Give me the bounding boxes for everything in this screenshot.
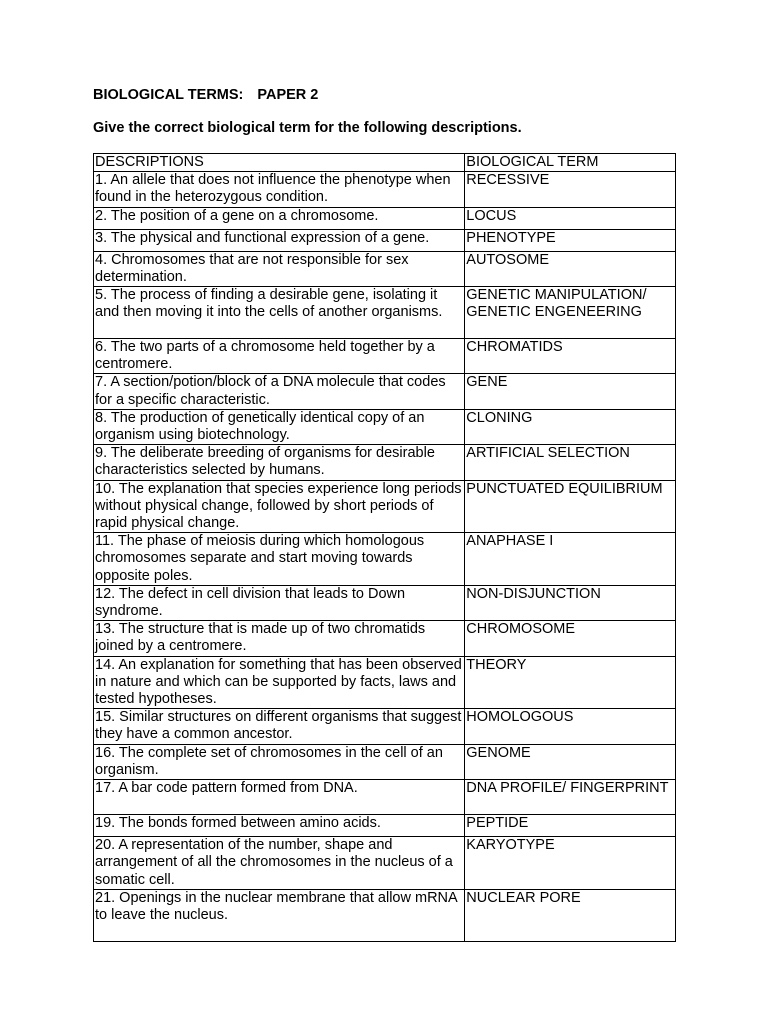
description-cell: 2. The position of a gene on a chromosome.: [94, 207, 465, 229]
table-row: [94, 207, 676, 229]
description-cell: 8. The production of genetically identical copy of an organism using biotechnology.: [94, 409, 465, 444]
description-cell: 15. Similar structures on different organisms that suggest they have a common ancestor.: [94, 709, 465, 744]
table-row: [94, 889, 676, 941]
term-cell: CHROMOSOME: [465, 621, 676, 656]
term-cell: LOCUS: [465, 207, 676, 229]
table-row: [94, 656, 676, 709]
term-cell: THEORY: [465, 656, 676, 709]
table-row: [94, 480, 676, 533]
term-cell: KARYOTYPE: [465, 837, 676, 890]
table-row: [94, 172, 676, 207]
terms-table: [93, 153, 676, 942]
header-biological-term: BIOLOGICAL TERM: [465, 154, 676, 172]
table-row: [94, 445, 676, 480]
description-cell: 12. The defect in cell division that leads to Down syndrome.: [94, 585, 465, 620]
description-cell: 19. The bonds formed between amino acids.: [94, 815, 465, 837]
header-descriptions: DESCRIPTIONS: [94, 154, 465, 172]
description-cell: 6. The two parts of a chromosome held together by a centromere.: [94, 339, 465, 374]
description-cell: 13. The structure that is made up of two chromatids joined by a centromere.: [94, 621, 465, 656]
page-title: [93, 87, 318, 103]
paper-label: PAPER 2: [257, 87, 319, 103]
term-cell: PUNCTUATED EQUILIBRIUM: [465, 480, 676, 533]
description-cell: 20. A representation of the number, shape and arrangement of all the chromosomes in the nucleus of a somatic cell.: [94, 837, 465, 890]
description-cell: 9. The deliberate breeding of organisms for desirable characteristics selected by humans.: [94, 445, 465, 480]
term-cell: GENETIC MANIPULATION/ GENETIC ENGENEERING: [465, 287, 676, 339]
term-cell: HOMOLOGOUS: [465, 709, 676, 744]
description-cell: 16. The complete set of chromosomes in the cell of an organism.: [94, 744, 465, 779]
table-row: [94, 585, 676, 620]
title-text: BIOLOGICAL TERMS:: [93, 87, 244, 103]
term-cell: ANAPHASE I: [465, 533, 676, 586]
description-cell: 1. An allele that does not influence the phenotype when found in the heterozygous condition.: [94, 172, 465, 207]
table-row: [94, 374, 676, 409]
table-row: [94, 744, 676, 779]
term-cell: PEPTIDE: [465, 815, 676, 837]
table-row: [94, 533, 676, 586]
instruction-text: Give the correct biological term for the following descriptions.: [93, 120, 522, 136]
table-row: [94, 229, 676, 251]
term-cell: ARTIFICIAL SELECTION: [465, 445, 676, 480]
description-cell: 4. Chromosomes that are not responsible for sex determination.: [94, 251, 465, 286]
table-row: [94, 251, 676, 286]
description-cell: 3. The physical and functional expression of a gene.: [94, 229, 465, 251]
description-cell: 5. The process of finding a desirable gene, isolating it and then moving it into the cells of another organisms.: [94, 287, 465, 339]
term-cell: NUCLEAR PORE: [465, 889, 676, 941]
term-cell: GENOME: [465, 744, 676, 779]
term-cell: CHROMATIDS: [465, 339, 676, 374]
description-cell: 21. Openings in the nuclear membrane that allow mRNA to leave the nucleus.: [94, 889, 465, 941]
table-row: [94, 621, 676, 656]
term-cell: RECESSIVE: [465, 172, 676, 207]
description-cell: 7. A section/potion/block of a DNA molecule that codes for a specific characteristic.: [94, 374, 465, 409]
table-row: [94, 709, 676, 744]
table-row: [94, 780, 676, 815]
table-row: [94, 815, 676, 837]
terms-table-body: [94, 172, 676, 942]
term-cell: AUTOSOME: [465, 251, 676, 286]
table-row: [94, 287, 676, 339]
term-cell: CLONING: [465, 409, 676, 444]
term-cell: PHENOTYPE: [465, 229, 676, 251]
description-cell: 14. An explanation for something that has been observed in nature and which can be supported by facts, laws and tested hypotheses.: [94, 656, 465, 709]
description-cell: 11. The phase of meiosis during which homologous chromosomes separate and start moving towards opposite poles.: [94, 533, 465, 586]
term-cell: GENE: [465, 374, 676, 409]
description-cell: 17. A bar code pattern formed from DNA.: [94, 780, 465, 815]
table-row: [94, 339, 676, 374]
term-cell: DNA PROFILE/ FINGERPRINT: [465, 780, 676, 815]
table-row: [94, 409, 676, 444]
term-cell: NON-DISJUNCTION: [465, 585, 676, 620]
description-cell: 10. The explanation that species experience long periods without physical change, followed by short periods of rapid physical change.: [94, 480, 465, 533]
table-row: [94, 837, 676, 890]
header-row: [94, 154, 676, 172]
